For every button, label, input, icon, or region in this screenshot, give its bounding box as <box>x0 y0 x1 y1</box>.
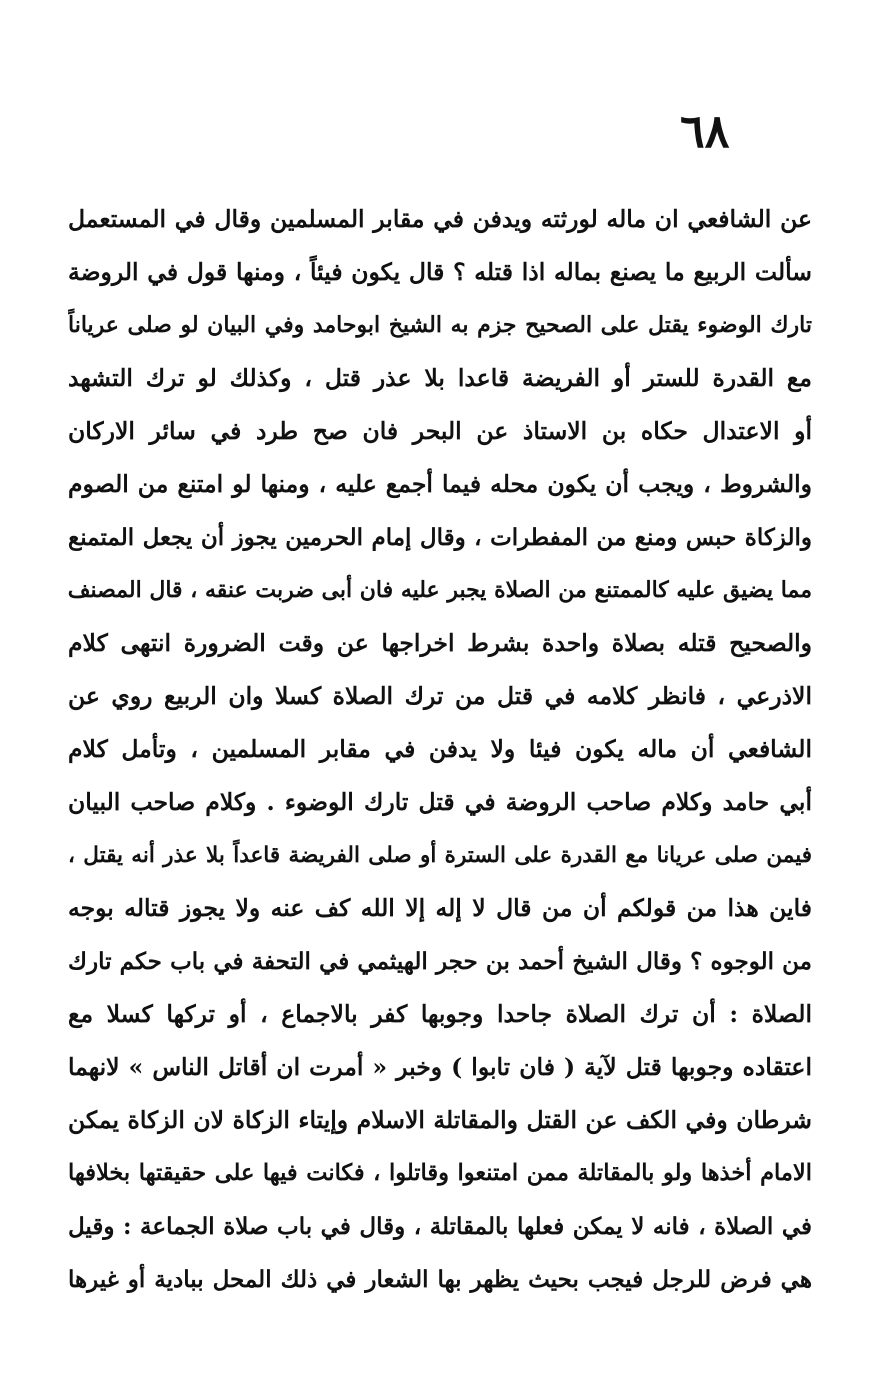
text-line: والشروط ، ويجب أن يكون محله فيما أجمع عليه ، ومنها لو امتنع من الصوم <box>68 470 812 498</box>
text-line: في الصلاة ، فانه لا يمكن فعلها بالمقاتلة ، وقال في باب صلاة الجماعة : وقيل <box>68 1213 812 1240</box>
text-line: أو الاعتدال حكاه بن الاستاذ عن البحر فان صح طرد في سائر الاركان <box>68 417 812 445</box>
text-line: الصلاة : أن ترك الصلاة جاحدا وجوبها كفر بالاجماع ، أو تركها كسلا مع <box>68 1000 812 1028</box>
text-line: عن الشافعي ان ماله لورثته ويدفن في مقابر المسلمين وقال في المستعمل <box>68 205 812 233</box>
text-line: مع القدرة للستر أو الفريضة قاعدا بلا عذر قتل ، وكذلك لو ترك التشهد <box>68 364 812 392</box>
text-line: شرطان وفي الكف عن القتل والمقاتلة الاسلام وإيتاء الزكاة لان الزكاة يمكن <box>68 1106 812 1134</box>
text-line: هي فرض للرجل فيجب بحيث يظهر بها الشعار في ذلك المحل ببادية أو غيرها <box>68 1266 812 1293</box>
text-line: الشافعي أن ماله يكون فيئا ولا يدفن في مقابر المسلمين ، وتأمل كلام <box>68 735 812 763</box>
text-line: من الوجوه ؟ وقال الشيخ أحمد بن حجر الهيثمي في التحفة في باب حكم تارك <box>68 948 812 975</box>
text-line: اعتقاده وجوبها قتل لآية ( فان تابوا ) وخبر « أمرت ان أقاتل الناس » لانهما <box>68 1053 812 1081</box>
text-line: والصحيح قتله بصلاة واحدة بشرط اخراجها عن وقت الضرورة انتهى كلام <box>68 629 812 657</box>
text-line: الامام أخذها ولو بالمقاتلة ممن امتنعوا وقاتلوا ، فكانت فيها على حقيقتها بخلافها <box>68 1160 812 1186</box>
text-line: سألت الربيع ما يصنع بماله اذا قتله ؟ قال يكون فيئاً ، ومنها قول في الروضة <box>68 258 812 286</box>
text-line: تارك الوضوء يقتل على الصحيح جزم به الشيخ ابوحامد وفي البيان لو صلى عرياناً <box>68 312 812 338</box>
text-line: فاين هذا من قولكم أن من قال لا إله إلا الله كف عنه ولا يجوز قتاله بوجه <box>68 894 812 922</box>
body-text <box>68 193 812 1306</box>
page-number: ٦٨ <box>680 104 730 158</box>
text-line: فيمن صلى عريانا مع القدرة على السترة أو صلى الفريضة قاعداً بلا عذر أنه يقتل ، <box>68 843 812 868</box>
text-line: مما يضيق عليه كالممتنع من الصلاة يجبر عليه فان أبى ضربت عنقه ، قال المصنف <box>68 577 812 603</box>
text-line: أبي حامد وكلام صاحب الروضة في قتل تارك الوضوء . وكلام صاحب البيان <box>68 788 812 816</box>
text-line: والزكاة حبس ومنع من المفطرات ، وقال إمام الحرمين يجوز أن يجعل المتمنع <box>68 524 812 551</box>
text-line: الاذرعي ، فانظر كلامه في قتل من ترك الصلاة كسلا وان الربيع روي عن <box>68 682 812 710</box>
